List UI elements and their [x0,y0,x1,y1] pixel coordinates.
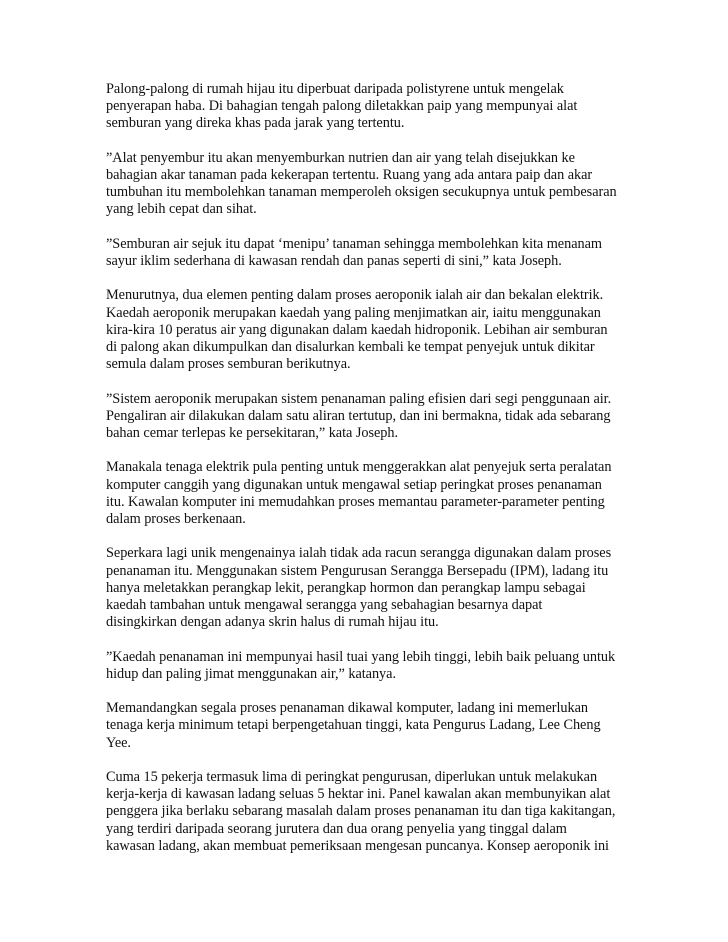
text-line: penanaman itu. Menggunakan sistem Pengurusan Serangga Bersepadu (IPM), ladang itu [106,562,609,579]
text-line: sayur iklim sederhana di kawasan rendah dan panas seperti di sini,” kata Joseph. [106,253,562,269]
paragraph-9 [106,700,626,752]
text-line: penggera jika berlaku sebarang masalah dalam proses penanaman itu dan tiga kakitangan, [106,803,616,820]
text-line: Palong-palong di rumah hijau itu diperbuat daripada polistyrene untuk mengelak [106,81,564,97]
text-line: bahagian akar tanaman pada kekerapan tertentu. Ruang yang ada antara paip dan akar [106,167,593,183]
text-line: dalam proses berkenaan. [106,511,246,527]
text-line: kerja-kerja di kawasan ladang seluas 5 hektar ini. Panel kawalan akan membunyikan alat [106,786,611,803]
text-line: bahan cemar terlepas ke persekitaran,” kata Joseph. [106,425,398,441]
paragraph-7 [106,545,626,631]
text-line: komputer canggih yang digunakan untuk mengawal setiap peringkat proses penanaman [106,476,602,493]
paragraph-1 [106,81,626,133]
text-line: kawasan ladang, akan membuat pemeriksaan mengesan puncanya. Konsep aeroponik ini [106,837,609,854]
text-line: hidup dan paling jimat menggunakan air,” katanya. [106,665,396,682]
text-line: disingkirkan dengan adanya skrin halus di rumah hijau itu. [106,614,439,631]
text-line: yang terdiri daripada seorang jurutera dan dua orang penyelia yang tinggal dalam [106,820,567,837]
text-line: hanya meletakkan perangkap lekit, perangkap hormon dan perangkap lampu sebagai [106,579,586,596]
document-page [106,81,626,872]
text-line: yang lebih cepat dan sihat. [106,201,257,218]
paragraph-2 [106,150,626,219]
text-line: semula dalam proses semburan berikutnya. [106,356,351,373]
text-line: di palong akan dikumpulkan dan disalurkan kembali ke tempat penyejuk untuk dikitar [106,339,595,355]
text-line: ”Sistem aeroponik merupakan sistem penanaman paling efisien dari segi penggunaan air. [106,390,612,407]
text-line: penyerapan haba. Di bahagian tengah palong diletakkan paip yang mempunyai alat [106,98,578,115]
text-line: Kaedah aeroponik merupakan kaedah yang paling menjimatkan air, iaitu menggunakan [106,304,601,321]
text-line: itu. Kawalan komputer ini memudahkan proses memantau parameter-parameter penting [106,493,605,510]
text-line: Manakala tenaga elektrik pula penting untuk menggerakkan alat penyejuk serta peralatan [106,459,612,476]
paragraph-8 [106,649,626,683]
text-line: ”Kaedah penanaman ini mempunyai hasil tuai yang lebih tinggi, lebih baik peluang untuk [106,648,616,665]
text-line: tenaga kerja minimum tetapi berpengetahuan tinggi, kata Pengurus Ladang, Lee Cheng [106,717,601,734]
paragraph-10 [106,769,626,855]
text-line: Menurutnya, dua elemen penting dalam proses aeroponik ialah air dan bekalan elektrik. [106,287,604,304]
text-line: Cuma 15 pekerja termasuk lima di peringkat pengurusan, diperlukan untuk melakukan [106,768,598,785]
text-line: ”Alat penyembur itu akan menyemburkan nutrien dan air yang telah disejukkan ke [106,149,575,166]
paragraph-3 [106,236,626,270]
text-line: tumbuhan itu membolehkan tanaman memperoleh oksigen secukupnya untuk pembesaran [106,184,617,201]
text-line: Pengaliran air dilakukan dalam satu aliran tertutup, dan ini bermakna, tidak ada sebarang [106,407,611,424]
text-line: kaedah tambahan untuk mengawal serangga yang sebahagian besarnya dapat [106,597,543,613]
text-line: kira-kira 10 peratus air yang digunakan dalam kaedah hidroponik. Lebihan air semburan [106,321,608,338]
text-line: Seperkara lagi unik mengenainya ialah tidak ada racun serangga digunakan dalam proses [106,545,612,562]
paragraph-5 [106,391,626,443]
text-line: semburan yang direka khas pada jarak yang tertentu. [106,115,405,132]
paragraph-4 [106,287,626,373]
paragraph-6 [106,459,626,528]
text-line: Memandangkan segala proses penanaman dikawal komputer, ladang ini memerlukan [106,700,588,717]
text-line: Yee. [106,734,131,751]
text-line: ”Semburan air sejuk itu dapat ‘menipu’ tanaman sehingga membolehkan kita menanam [106,235,602,252]
